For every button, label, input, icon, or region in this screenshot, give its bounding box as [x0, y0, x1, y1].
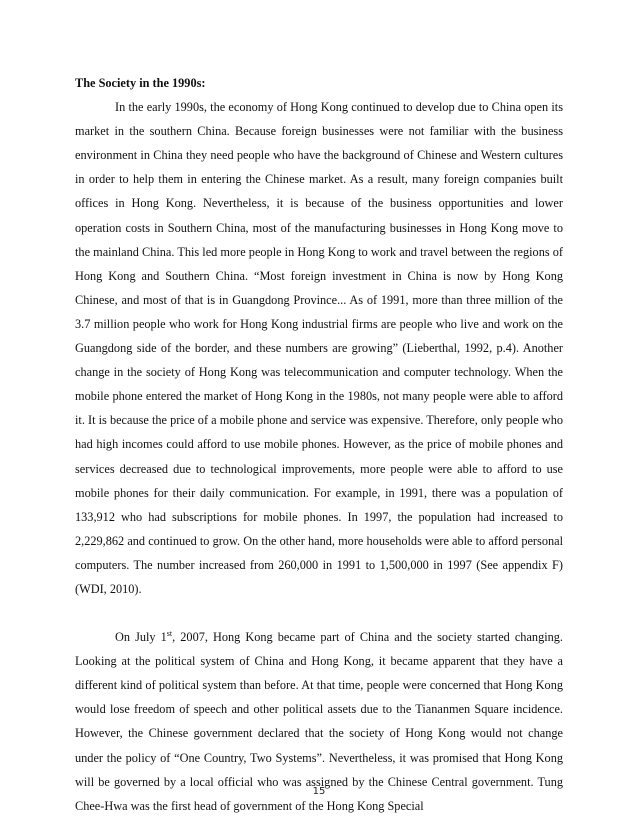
ordinal-suffix: st	[166, 628, 173, 638]
section-heading: The Society in the 1990s:	[75, 76, 206, 90]
page-content	[75, 71, 563, 818]
page-number: 15	[312, 786, 326, 797]
paragraph-1990s-economy: In the early 1990s, the economy of Hong Kong continued to develop due to China open its market in the southern China. Because foreign businesses were not familiar with the business environment in China they need people who have the background of Chinese and Western cultures in order to help them in entering the Chinese market. As a result, many foreign companies built offices in Hong Kong. Nevertheless, it is because of the business opportunities and lower operation costs in Southern China, most of the manufacturing businesses in Hong Kong move to the mainland China. This led more people in Hong Kong to work and travel between the regions of Hong Kong and Southern China. “Most foreign investment in China is now by Hong Kong Chinese, and most of that is in Guangdong Province... As of 1991, more than three million of the 3.7 million people who work for Hong Kong industrial firms are people who live and work on the Guangdong side of the border, and these numbers are growing” (Lieberthal, 1992, p.4). Another change in the society of Hong Kong was telecommunication and computer technology. When the mobile phone entered the market of Hong Kong in the 1980s, not many people were able to afford it. It is because the price of a mobile phone and service was expensive. Therefore, only people who had high incomes could afford to use mobile phones. However, as the price of mobile phones and services decreased due to technological improvements, more people were able to afford to use mobile phones for their daily communication. For example, in 1991, there was a population of 133,912 who had subscriptions for mobile phones. In 1997, the population had increased to 2,229,862 and continued to grow. On the other hand, more households were able to afford personal computers. The number increased from 260,000 in 1991 to 1,500,000 in 1997 (See appendix F) (WDI, 2010).	[75, 100, 563, 596]
paragraph-handover-rest: , 2007, Hong Kong became part of China and the society started changing. Looking at the political system of China and Hong Kong, it became apparent that they have a different kind of political system than before. At that time, people were concerned that Hong Kong would lose freedom of speech and other political assets due to the Tiananmen Square incidence. However, the Chinese government declared that the society of Hong Kong would not change under the policy of “One Country, Two Systems”. Nevertheless, it was promised that Hong Kong will be governed by a local official who was assigned by the Chinese Central government. Tung Chee-Hwa was the first head of government of the Hong Kong Special	[75, 630, 563, 813]
paragraph-handover-start: On July 1	[115, 630, 167, 645]
